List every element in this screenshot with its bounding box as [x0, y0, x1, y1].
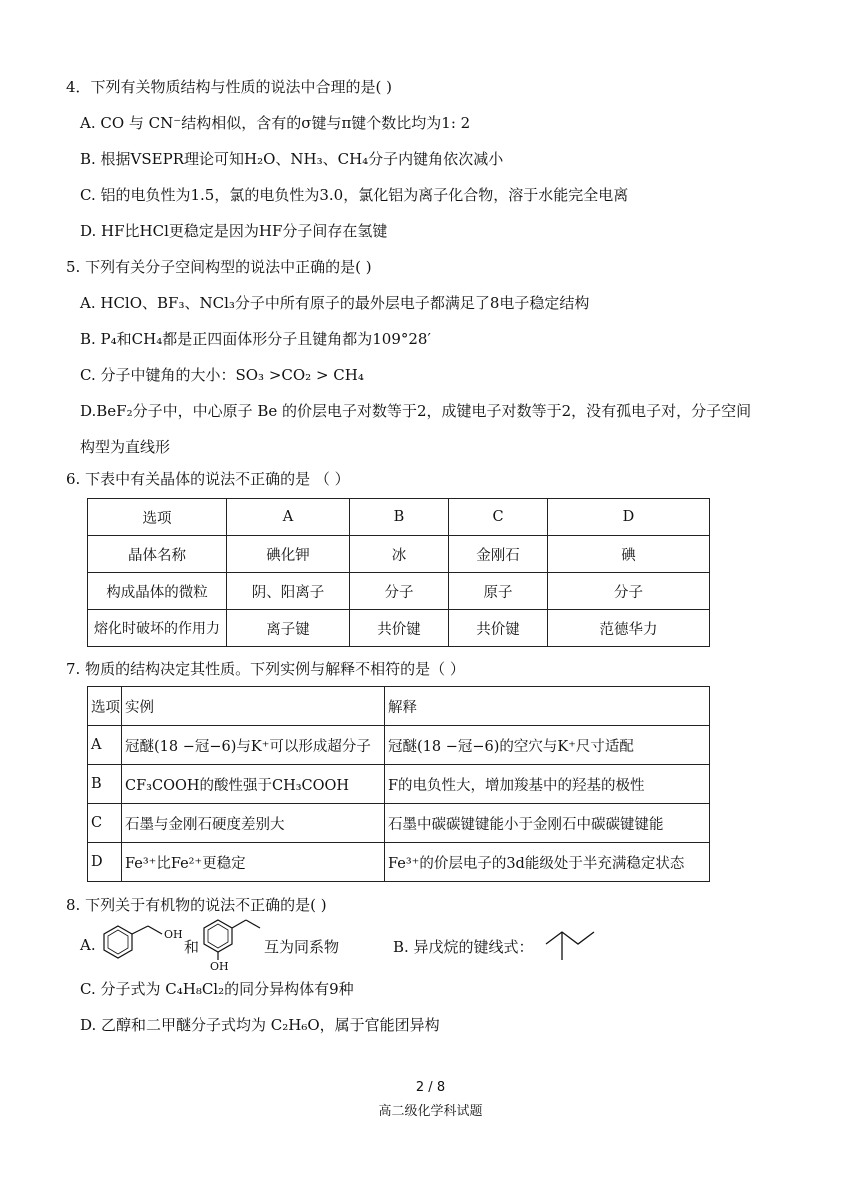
table-cell: 碘 — [548, 536, 710, 573]
table-row — [88, 610, 710, 647]
footer-title: 高二级化学科试题 — [378, 1104, 483, 1119]
crystal-table — [87, 498, 710, 647]
table-cell: 阴、阳离子 — [227, 573, 350, 610]
q6-stem: 6. 下表中有关晶体的说法不正确的是 （ ） — [66, 470, 350, 488]
table-cell: 冠醚(18 −冠−6)的空穴与K⁺尺寸适配 — [385, 726, 710, 765]
table-cell: 构成晶体的微粒 — [88, 573, 227, 610]
table-cell: C — [449, 499, 548, 536]
table-cell: A — [88, 726, 122, 765]
table-cell: 冠醚(18 −冠−6)与K⁺可以形成超分子 — [122, 726, 385, 765]
table-cell: 共价键 — [449, 610, 548, 647]
q8-option-a-and: 和 — [184, 938, 200, 956]
table-cell: 实例 — [122, 687, 385, 726]
q8-option-c: C. 分子式为 C₄H₈Cl₂的同分异构体有9种 — [80, 980, 354, 998]
table-cell: B — [88, 765, 122, 804]
table-cell: 熔化时破坏的作用力 — [88, 610, 227, 647]
q4-stem: 4．下列有关物质结构与性质的说法中合理的是( ) — [66, 78, 393, 96]
table-row — [88, 843, 710, 882]
q4-option-b: B. 根据VSEPR理论可知H₂O、NH₃、CH₄分子内键角依次减小 — [80, 150, 504, 168]
q8-option-d: D. 乙醇和二甲醚分子式均为 C₂H₆O，属于官能团异构 — [80, 1016, 440, 1034]
hydroxyl-label: OH — [164, 928, 183, 941]
table-cell: CF₃COOH的酸性强于CH₃COOH — [122, 765, 385, 804]
q5-option-d-line1: D.BeF₂分子中，中心原子 Be 的价层电子对数等于2，成键电子对数等于2，没有孤电子对，分子空间 — [80, 402, 752, 420]
q5-stem: 5. 下列有关分子空间构型的说法中正确的是( ) — [66, 258, 372, 276]
benzyl-alcohol-structure — [100, 918, 190, 970]
table-cell: 石墨与金刚石硬度差别大 — [122, 804, 385, 843]
q4-option-c: C. 铝的电负性为1.5，氯的电负性为3.0，氯化铝为离子化合物，溶于水能完全电离 — [80, 186, 629, 204]
ethylphenol-structure — [198, 912, 266, 972]
q5-option-d-line2: 构型为直线形 — [80, 438, 171, 456]
q4-option-d: D. HF比HCl更稳定是因为HF分子间存在氢键 — [80, 222, 388, 240]
table-cell: 晶体名称 — [88, 536, 227, 573]
q8-stem: 8. 下列关于有机物的说法不正确的是( ) — [66, 896, 327, 914]
table-cell: 范德华力 — [548, 610, 710, 647]
table-row — [88, 726, 710, 765]
structure-property-table — [87, 686, 710, 882]
table-cell: 原子 — [449, 573, 548, 610]
table-cell: B — [350, 499, 449, 536]
table-cell: 离子键 — [227, 610, 350, 647]
table-row — [88, 573, 710, 610]
table-cell: D — [548, 499, 710, 536]
table-cell: C — [88, 804, 122, 843]
table-cell: A — [227, 499, 350, 536]
table-row — [88, 536, 710, 573]
table-cell: 冰 — [350, 536, 449, 573]
q8-option-b: B. 异戊烷的键线式： — [393, 938, 534, 956]
table-cell: 选项 — [88, 499, 227, 536]
table-cell: 共价键 — [350, 610, 449, 647]
table-cell: 金刚石 — [449, 536, 548, 573]
table-cell: Fe³⁺比Fe²⁺更稳定 — [122, 843, 385, 882]
table-row — [88, 687, 710, 726]
table-cell: 碘化钾 — [227, 536, 350, 573]
table-cell: 分子 — [548, 573, 710, 610]
q7-stem: 7. 物质的结构决定其性质。下列实例与解释不相符的是（ ） — [66, 660, 465, 678]
table-row — [88, 765, 710, 804]
table-cell: Fe³⁺的价层电子的3d能级处于半充满稳定状态 — [385, 843, 710, 882]
table-cell: 石墨中碳碳键键能小于金刚石中碳碳键键能 — [385, 804, 710, 843]
q8-option-a-label: A. — [80, 936, 96, 954]
table-cell: D — [88, 843, 122, 882]
q8-option-a-suffix: 互为同系物 — [264, 938, 340, 956]
table-row — [88, 499, 710, 536]
page-number: 2 / 8 — [415, 1080, 446, 1095]
q5-option-a: A. HClO、BF₃、NCl₃分子中所有原子的最外层电子都满足了8电子稳定结构 — [80, 294, 590, 312]
q5-option-b: B. P₄和CH₄都是正四面体形分子且键角都为109°28′ — [80, 330, 431, 348]
table-cell: 解释 — [385, 687, 710, 726]
q5-option-c: C. 分子中键角的大小：SO₃ >CO₂ > CH₄ — [80, 366, 364, 384]
table-cell: 分子 — [350, 573, 449, 610]
table-cell: F的电负性大，增加羧基中的羟基的极性 — [385, 765, 710, 804]
hydroxyl-label: OH — [210, 960, 229, 972]
table-row — [88, 804, 710, 843]
isopentane-skeletal-structure — [540, 920, 600, 966]
q4-option-a: A. CO 与 CN⁻结构相似，含有的σ键与π键个数比均为1: 2 — [80, 114, 471, 132]
table-cell: 选项 — [88, 687, 122, 726]
